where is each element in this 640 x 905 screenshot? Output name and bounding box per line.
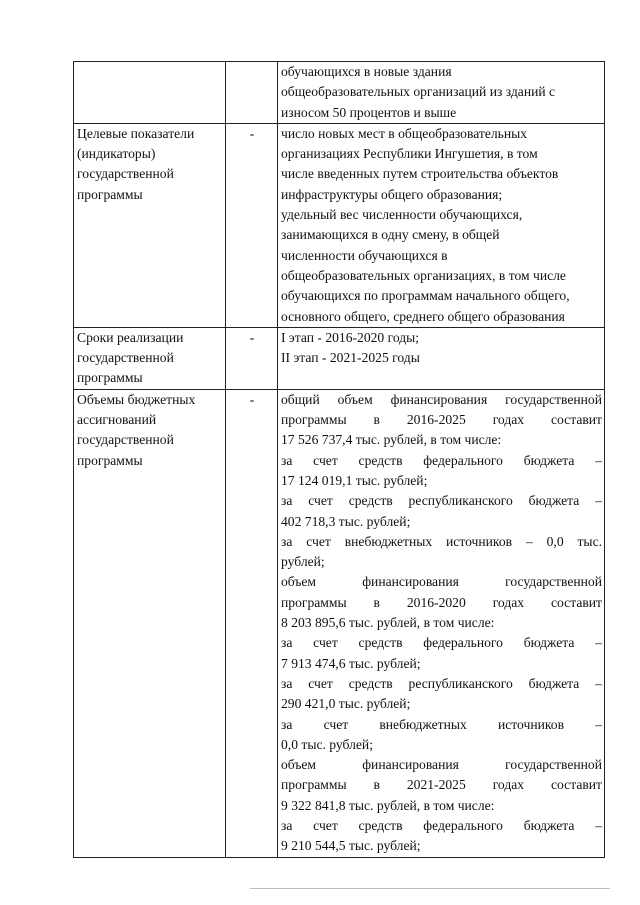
content-line: износом 50 процентов и выше xyxy=(281,104,457,120)
table-row xyxy=(74,389,605,857)
content-line: организациях Республики Ингушетия, в том xyxy=(281,146,538,162)
content-line: обучающихся в новые здания xyxy=(281,64,452,79)
content-line: общий объем финансирования государственной xyxy=(281,391,602,407)
content-line: обучающихся по программам начального общего, xyxy=(281,288,570,304)
table-row xyxy=(74,123,605,327)
row-dash: - xyxy=(226,327,278,389)
content-line: 8 203 895,6 тыс. рублей, в том числе: xyxy=(281,615,495,631)
content-line: I этап - 2016-2020 годы; xyxy=(281,329,420,345)
content-line: занимающихся в одну смену, в общей xyxy=(281,227,500,243)
scan-artifact-line xyxy=(250,888,610,889)
row-label: Сроки реализации государственной программы xyxy=(74,327,226,389)
row-content xyxy=(278,62,605,124)
program-passport-table xyxy=(73,61,605,858)
row-content xyxy=(278,123,605,327)
content-line: 402 718,3 тыс. рублей; xyxy=(281,513,411,529)
row-dash xyxy=(226,62,278,124)
content-line: II этап - 2021-2025 годы xyxy=(281,350,420,366)
content-line: программы в 2021-2025 годах составит xyxy=(281,777,602,793)
content-line: числе введенных путем строительства объектов xyxy=(281,166,559,182)
content-line: общеобразовательных организаций из зданий с xyxy=(281,84,556,100)
row-dash: - xyxy=(226,389,278,857)
content-line: объем финансирования государственной xyxy=(281,574,602,590)
content-line: программы в 2016-2020 годах составит xyxy=(281,594,602,610)
content-line: 0,0 тыс. рублей; xyxy=(281,736,373,752)
content-line: за счет средств федерального бюджета – xyxy=(281,635,602,651)
row-label: Целевые показатели (индикаторы) государственной программы xyxy=(74,123,226,327)
content-line: за счет внебюджетных источников – xyxy=(281,716,602,732)
content-line: за счет средств республиканского бюджета – xyxy=(281,493,602,509)
table-row xyxy=(74,62,605,124)
content-line: численности обучающихся в xyxy=(281,247,448,263)
content-line: 9 210 544,5 тыс. рублей; xyxy=(281,838,421,854)
content-line: 9 322 841,8 тыс. рублей, в том числе: xyxy=(281,797,495,813)
content-line: за счет средств федерального бюджета – xyxy=(281,452,602,468)
content-line: за счет внебюджетных источников – 0,0 тыс. xyxy=(281,533,602,549)
content-line: удельный вес численности обучающихся, xyxy=(281,207,523,223)
content-line: за счет средств республиканского бюджета – xyxy=(281,675,602,691)
content-line: основного общего, среднего общего образования xyxy=(281,308,565,324)
content-line: рублей; xyxy=(281,554,325,570)
content-line: 290 421,0 тыс. рублей; xyxy=(281,696,411,712)
row-label xyxy=(74,62,226,124)
content-line: объем финансирования государственной xyxy=(281,757,602,773)
content-line: число новых мест в общеобразовательных xyxy=(281,125,528,141)
row-label: Объемы бюджетных ассигнований государственной программы xyxy=(74,389,226,857)
content-line: 17 526 737,4 тыс. рублей, в том числе: xyxy=(281,432,502,448)
row-dash: - xyxy=(226,123,278,327)
content-line: 17 124 019,1 тыс. рублей; xyxy=(281,472,428,488)
row-content xyxy=(278,327,605,389)
table-row xyxy=(74,327,605,389)
content-line: программы в 2016-2025 годах составит xyxy=(281,412,602,428)
content-line: общеобразовательных организациях, в том числе xyxy=(281,267,566,283)
row-content xyxy=(278,389,605,857)
content-line: за счет средств федерального бюджета – xyxy=(281,817,602,833)
content-line: инфраструктуры общего образования; xyxy=(281,186,503,202)
content-line: 7 913 474,6 тыс. рублей; xyxy=(281,655,421,671)
